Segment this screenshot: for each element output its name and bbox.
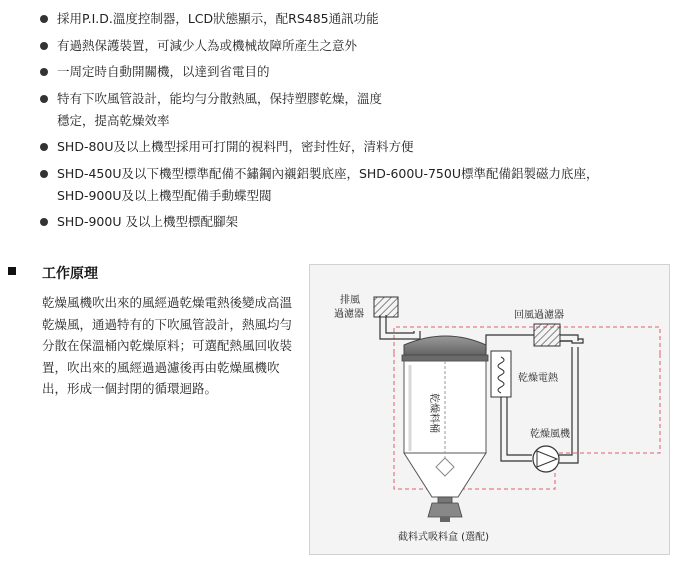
receiver-label: 截料式吸料盒 (選配): [398, 532, 489, 543]
receiver-base: [440, 517, 450, 522]
feature-text: 特有下吹風管設計，能均勻分散熱風，保持塑膠乾燥，溫度: [57, 90, 383, 106]
feature-text-cont: SHD-900U及以上機型配備手動蝶型閥: [57, 187, 272, 203]
feature-item: [38, 163, 668, 207]
feature-text: 一周定時自動開關機，以達到省電目的: [57, 64, 270, 79]
drying-system-diagram: [309, 264, 670, 555]
return-pipe-right: [560, 339, 583, 343]
feature-item: [38, 35, 668, 57]
section-marker-icon: [8, 267, 16, 275]
bullet-icon: [40, 68, 48, 76]
feature-text: SHD-450U及以下機型標準配備不鏽鋼內襯鋁製底座，SHD-600U-750U標準配備鋁製磁力底座，: [57, 165, 599, 181]
feature-item: [38, 61, 668, 83]
bullet-icon: [40, 15, 48, 23]
airflow-loop-line-lower: [490, 354, 660, 489]
feature-list: [38, 8, 668, 238]
diagram-svg: [310, 265, 671, 556]
feature-text: SHD-900U 及以上機型標配腳架: [57, 214, 238, 229]
heater-blower-pipe: [501, 397, 532, 461]
receiver-box: [428, 503, 462, 517]
receiver-neck: [438, 497, 452, 503]
exhaust-filter-label: 排風: [340, 295, 360, 306]
hopper-lid-band: [402, 355, 488, 361]
bullet-icon: [40, 143, 48, 151]
feature-item: [38, 136, 668, 158]
hopper-label: 乾燥料桶: [428, 393, 439, 433]
bullet-icon: [40, 95, 48, 103]
section-title: 工作原理: [42, 266, 98, 282]
exhaust-filter-label-2: 過濾器: [334, 309, 364, 320]
feature-text: 採用P.I.D.溫度控制器，LCD狀態顯示，配RS485通訊功能: [57, 11, 379, 26]
bullet-icon: [40, 42, 48, 50]
bullet-icon: [40, 170, 48, 178]
heater-box: [491, 351, 511, 397]
return-pipe: [486, 335, 578, 351]
bullet-icon: [40, 218, 48, 226]
feature-text: SHD-80U及以上機型採用可打開的視料門，密封性好，清料方便: [57, 139, 414, 154]
exhaust-pipe-inner: [386, 315, 414, 333]
principle-text: 乾燥風機吹出來的風經過乾燥電熱後變成高溫乾燥風，通過特有的下吹風管設計，熱風均勻分散在保溫桶內乾燥原料；可選配熱風回收裝置，吹出來的風經過過濾後再由乾燥風機吹出，形成一個封閉的循環迴路。: [42, 295, 293, 396]
exhaust-filter: [374, 297, 398, 317]
blower-return-pipe: [559, 347, 578, 463]
blower-label: 乾燥風機: [530, 429, 570, 440]
heater-label: 乾燥電熱: [518, 373, 558, 384]
return-filter-label: 回風過濾器: [514, 310, 564, 321]
return-filter: [534, 324, 560, 346]
feature-item: [38, 211, 668, 233]
feature-text-cont: 穩定，提高乾燥效率: [57, 112, 170, 128]
feature-item: [38, 8, 668, 30]
feature-item: [38, 88, 668, 132]
feature-text: 有過熱保護裝置，可減少人為或機械故障所產生之意外: [57, 37, 358, 53]
